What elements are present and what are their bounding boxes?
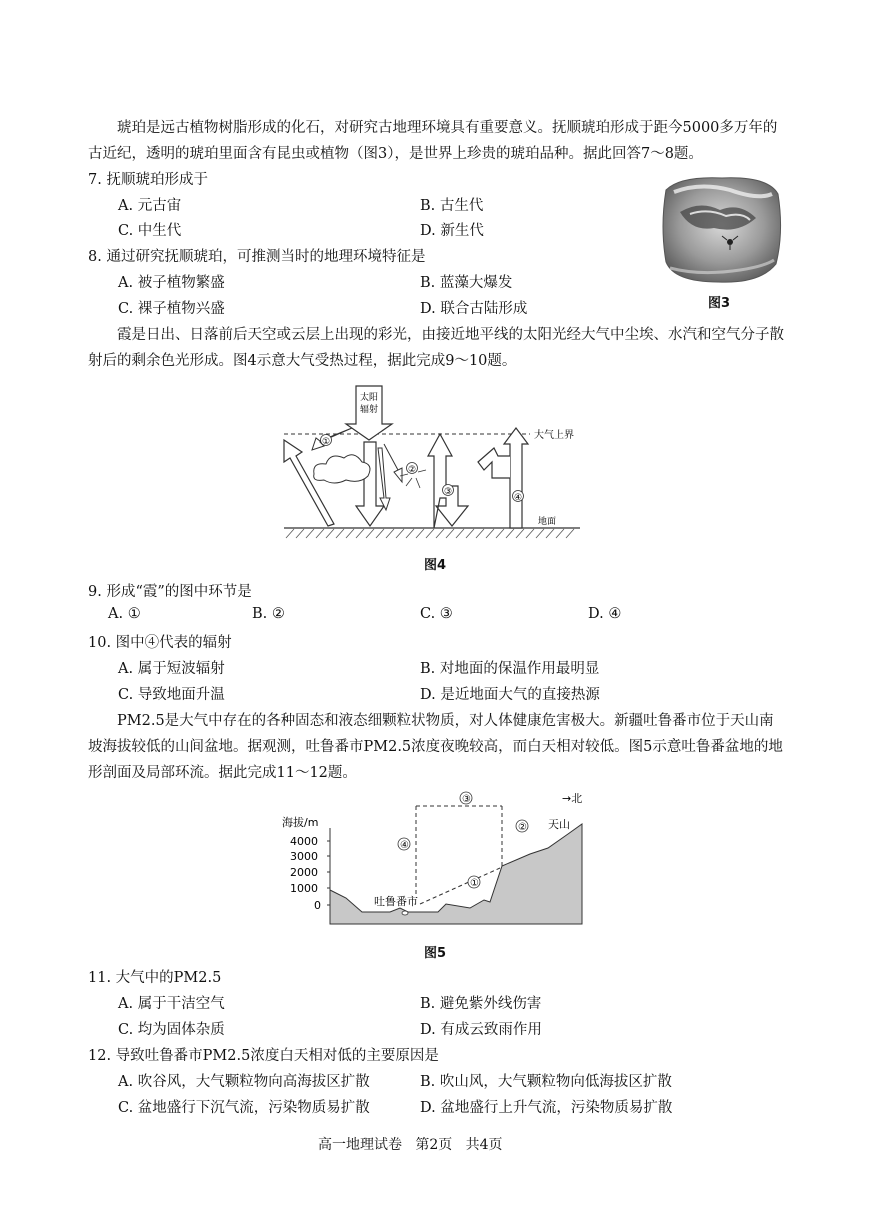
question-12-option-a: A. 吹谷风，大气颗粒物向高海拔区扩散	[118, 1074, 370, 1090]
mountain-label: 天山	[548, 818, 570, 831]
label-n4: ④	[514, 493, 523, 503]
y-tick-4000: 4000	[290, 835, 318, 848]
question-12-option-c: C. 盆地盛行下沉气流，污染物质易扩散	[118, 1100, 370, 1116]
question-7-option-b: B. 古生代	[420, 198, 484, 214]
sun-label-1: 太阳	[360, 393, 379, 403]
label-n3: ③	[444, 487, 453, 497]
city-marker	[402, 911, 408, 915]
question-8-option-c: C. 裸子植物兴盛	[118, 301, 225, 317]
question-11-option-d: D. 有成云致雨作用	[420, 1022, 542, 1038]
question-7-option-d: D. 新生代	[420, 223, 484, 239]
question-8-option-b: B. 蓝藻大爆发	[420, 275, 513, 291]
intro-paragraph-11-12: PM2.5是大气中存在的各种固态和液态细颗粒状物质，对人体健康危害极大。新疆吐鲁番市位于天山南坡海拔较低的山间盆地。据观测，吐鲁番市PM2.5浓度夜晚较高，而白天相对较低。图5示意吐鲁番盆地的地形剖面及局部环流。据此完成11～12题。	[88, 713, 783, 781]
y-axis-label: 海拔/m	[282, 816, 319, 829]
atmosphere-top-label: 大气上界	[534, 430, 574, 441]
question-8-option-d: D. 联合古陆形成	[420, 301, 528, 317]
ground-radiation-escape-arrow	[284, 440, 334, 526]
label-n3: ③	[462, 794, 471, 805]
city-label: 吐鲁番市	[374, 895, 418, 908]
figure-4-caption: 图4	[424, 558, 447, 573]
label-n4: ④	[400, 840, 409, 851]
question-9-option-c: C. ③	[420, 606, 453, 622]
y-tick-1000: 1000	[290, 882, 318, 895]
question-10-option-d: D. 是近地面大气的直接热源	[420, 687, 600, 703]
question-12-option-b: B. 吹山风，大气颗粒物向低海拔区扩散	[420, 1074, 672, 1090]
scattered-downward-arrow	[378, 448, 390, 510]
question-9-option-d: D. ④	[588, 606, 622, 622]
question-7-stem: 7. 抚顺琥珀形成于	[88, 172, 208, 188]
question-11-option-c: C. 均为固体杂质	[118, 1022, 225, 1038]
question-8-stem: 8. 通过研究抚顺琥珀，可推测当时的地理环境特征是	[88, 249, 426, 265]
question-7-option-c: C. 中生代	[118, 223, 182, 239]
question-7-option-a: A. 元古宙	[118, 198, 182, 214]
question-11-option-b: B. 避免紫外线伤害	[420, 996, 542, 1012]
question-8-option-a: A. 被子植物繁盛	[118, 275, 225, 291]
label-n1: ①	[322, 437, 331, 447]
cloud-shape	[314, 455, 370, 483]
terrain-fill	[330, 824, 582, 924]
y-tick-0: 0	[314, 899, 321, 912]
atmosphere-heating-diagram	[280, 378, 600, 546]
question-10-option-a: A. 属于短波辐射	[118, 661, 225, 677]
ground-label: 地面	[538, 517, 557, 527]
question-12-option-d: D. 盆地盛行上升气流，污染物质易扩散	[420, 1100, 673, 1116]
figure-5-caption: 图5	[424, 946, 447, 961]
label-n1: ①	[470, 878, 479, 889]
slope-airflow-line	[420, 868, 500, 904]
y-tick-2000: 2000	[290, 866, 318, 879]
question-10-stem: 10. 图中④代表的辐射	[88, 635, 232, 651]
north-indicator: →北	[562, 792, 583, 805]
question-12-stem: 12. 导致吐鲁番市PM2.5浓度白天相对低的主要原因是	[88, 1048, 439, 1064]
amber-photo	[660, 172, 785, 287]
question-9-option-b: B. ②	[252, 606, 285, 622]
question-11-option-a: A. 属于干洁空气	[118, 996, 225, 1012]
sun-label-2: 辐射	[360, 405, 379, 415]
figure-3-caption: 图3	[708, 296, 731, 311]
page-footer: 高一地理试卷 第2页 共4页	[318, 1137, 503, 1153]
y-tick-3000: 3000	[290, 850, 318, 863]
intro-paragraph-9-10: 霞是日出、日落前后天空或云层上出现的彩光，由接近地平线的太阳光经大气中尘埃、水汽和空气分子散射后的剩余色光形成。图4示意大气受热过程，据此完成9～10题。	[88, 327, 784, 369]
question-10-option-c: C. 导致地面升温	[118, 687, 225, 703]
ground-hatching	[286, 529, 574, 538]
question-9-stem: 9. 形成“霞”的图中环节是	[88, 584, 252, 600]
intro-paragraph-7-8: 琥珀是远古植物树脂形成的化石，对研究古地理环境具有重要意义。抚顺琥珀形成于距今5000多万年的古近纪，透明的琥珀里面含有昆虫或植物（图3），是世界上珍贵的琥珀品种。据此回答7～8题。	[88, 120, 778, 162]
terrain-profile-diagram	[280, 786, 600, 934]
ground-radiation-branch	[478, 448, 510, 478]
atmospheric-radiation-arrow	[428, 434, 468, 528]
question-11-stem: 11. 大气中的PM2.5	[88, 970, 222, 986]
question-9-option-a: A. ①	[108, 606, 141, 622]
question-10-option-b: B. 对地面的保温作用最明显	[420, 661, 600, 677]
label-n2: ②	[518, 822, 527, 833]
scattering-arrow	[384, 444, 402, 482]
label-n2: ②	[408, 465, 417, 475]
reflection-arrow	[312, 428, 352, 450]
